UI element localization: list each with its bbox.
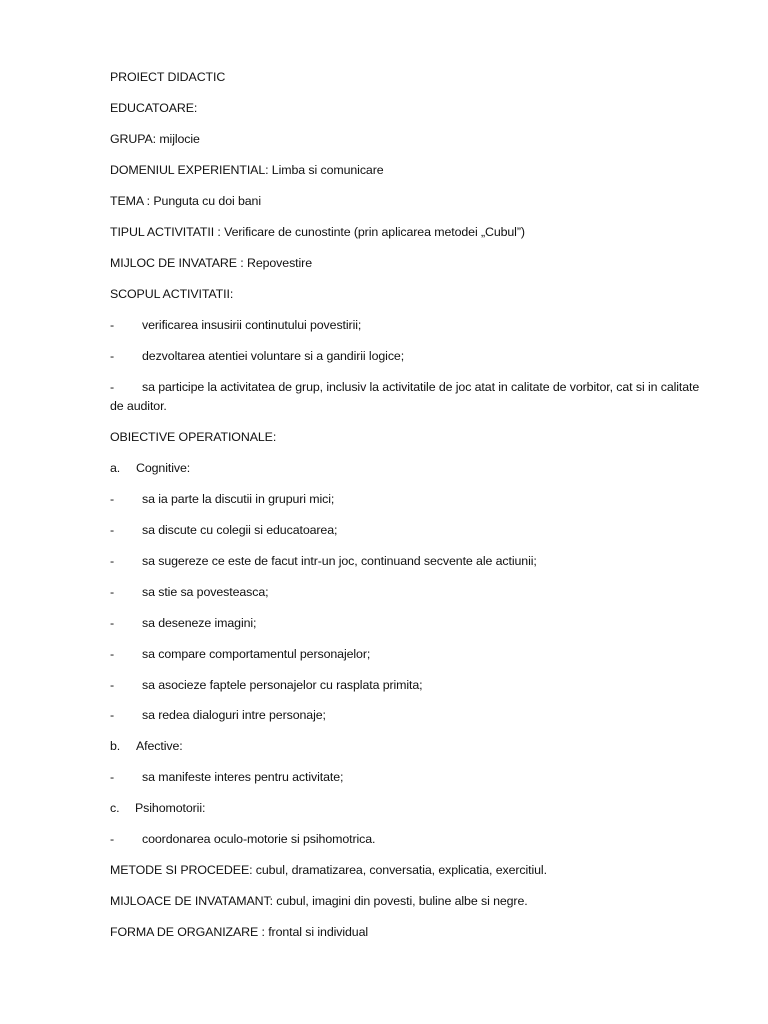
cognitive-item-text: sa discute cu colegii si educatoarea; [142, 523, 338, 537]
bullet-dash: - [110, 492, 115, 506]
forma-line: FORMA DE ORGANIZARE : frontal si individual [110, 925, 369, 939]
cognitive-item [110, 676, 710, 695]
scopul-item-text: verificarea insusirii continutului povestirii; [142, 318, 362, 332]
afective-item [110, 768, 710, 787]
bullet-dash: - [110, 770, 115, 784]
bullet-dash: - [110, 523, 115, 537]
bullet-dash: - [110, 585, 115, 599]
scopul-item-text: dezvoltarea atentiei voluntare si a gandirii logice; [142, 349, 405, 363]
cognitive-item-text: sa redea dialoguri intre personaje; [142, 708, 326, 722]
cognitive-item-text: sa asocieze faptele personajelor cu rasplata primita; [142, 678, 423, 692]
tema-line: TEMA : Punguta cu doi bani [110, 194, 262, 208]
bullet-dash: - [110, 349, 115, 363]
cognitive-item [110, 552, 710, 571]
bullet-dash: - [110, 616, 115, 630]
psihomotorii-heading [110, 799, 710, 818]
mijloace-line: MIJLOACE DE INVATAMANT: cubul, imagini din povesti, buline albe si negre. [110, 894, 528, 908]
metode-line: METODE SI PROCEDEE: cubul, dramatizarea, conversatia, explicatia, exercitiul. [110, 863, 547, 877]
bullet-dash: - [110, 832, 115, 846]
domeniul-line: DOMENIUL EXPERIENTIAL: Limba si comunicare [110, 163, 384, 177]
document-title: PROIECT DIDACTIC [110, 70, 226, 84]
tipul-line: TIPUL ACTIVITATII : Verificare de cunostinte (prin aplicarea metodei „Cubul”) [110, 225, 525, 239]
scopul-item-text: sa participe la activitatea de grup, inclusiv la activitatile de joc atat in calitate de vorbitor, cat si in calitate de auditor. [110, 380, 700, 413]
cognitive-label: Cognitive: [136, 461, 191, 475]
mijloc-line: MIJLOC DE INVATARE : Repovestire [110, 256, 312, 270]
scopul-item [110, 316, 710, 335]
bullet-dash: - [110, 678, 115, 692]
obiective-heading: OBIECTIVE OPERATIONALE: [110, 430, 277, 444]
bullet-dash: - [110, 318, 115, 332]
cognitive-item [110, 521, 710, 540]
bullet-dash: - [110, 380, 115, 394]
cognitive-item-text: sa ia parte la discutii in grupuri mici; [142, 492, 335, 506]
afective-letter: b. [110, 739, 121, 753]
cognitive-item [110, 645, 710, 664]
bullet-dash: - [110, 647, 115, 661]
bullet-dash: - [110, 554, 115, 568]
scopul-item [110, 378, 710, 416]
afective-heading [110, 737, 710, 756]
bullet-dash: - [110, 708, 115, 722]
cognitive-heading [110, 459, 710, 478]
cognitive-item [110, 490, 710, 509]
psihomotorii-label: Psihomotorii: [135, 801, 206, 815]
educatoare-line: EDUCATOARE: [110, 101, 198, 115]
grupa-line: GRUPA: mijlocie [110, 132, 200, 146]
psihomotorii-item [110, 830, 710, 849]
cognitive-letter: a. [110, 461, 121, 475]
cognitive-item-text: sa deseneze imagini; [142, 616, 257, 630]
cognitive-item-text: sa stie sa povesteasca; [142, 585, 269, 599]
cognitive-item-text: sa compare comportamentul personajelor; [142, 647, 371, 661]
scopul-heading: SCOPUL ACTIVITATII: [110, 287, 234, 301]
psihomotorii-item-text: coordonarea oculo-motorie si psihomotrica. [142, 832, 376, 846]
psihomotorii-letter: c. [110, 801, 120, 815]
cognitive-item [110, 706, 710, 725]
afective-item-text: sa manifeste interes pentru activitate; [142, 770, 344, 784]
cognitive-item [110, 614, 710, 633]
afective-label: Afective: [136, 739, 183, 753]
scopul-item [110, 347, 710, 366]
cognitive-item [110, 583, 710, 602]
cognitive-item-text: sa sugereze ce este de facut intr-un joc, continuand secvente ale actiunii; [142, 554, 537, 568]
